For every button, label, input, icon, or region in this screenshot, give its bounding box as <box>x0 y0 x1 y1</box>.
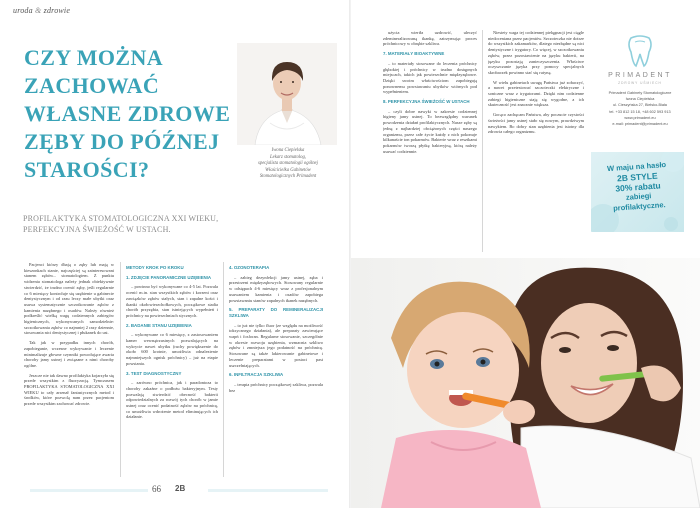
column-divider <box>223 262 224 477</box>
magazine-brand: 2B <box>175 484 186 493</box>
article-subtitle: PROFILAKTYKA STOMATOLOGICZNA XXI WIEKU, PERFEKCYJNA ŚWIEŻOŚĆ W USTACH. <box>23 214 219 234</box>
promo-banner <box>591 152 684 232</box>
family-brushing-photo <box>351 258 700 508</box>
tooth-logo-icon <box>627 34 653 68</box>
text-column-3: 4. OZONOTERAPIA – zabieg dezynfekcji jamy ustnej, zęba i przestrzeni międzyzębowych. Stosowany regularnie w odstępach 4-6 miesięcy wraz z profesjonalnym usuwaniem kamienia i osadów zapobiega powstawaniu stanów zapalnych tkanek nazębnych. 5. PREPARATY DO REMINERALIZACJI SZKLIWA – to już nie tylko fluor (ze względu na możliwość toksycznego działania), ale preparaty zawierające wapń i fosforan. Regularne stosowanie, szczególnie w okresie rozwoju uzębienia, wzmacnia szkliwo zębów i zmniejsza jego podatność na próchnicę. Stosowane są także lakierowanie gabinetowe i leczenie preparatami w postaci past uszczelniających. 6. INFILTRACJA SZKLIWA – terapia próchnicy początkowej szkliwa, pozwala bez <box>229 265 323 393</box>
clinic-contact: Primadent Gabinety Stomatologiczne Iwona Ciepielska ul. Cieszyńska 27, Bielsko-Biała tel. +33 812 15 18, +48 602 593 913 www.primadent.eu e-mail: primadent@primadent.eu <box>608 91 672 127</box>
column-divider <box>120 262 121 477</box>
text-column-5: Niestety waga tej codziennej pielęgnacji jest ciągle niedoceniana przez pacjentów. Szczoteczka nie dotrze do wszystkich zakamarków, dlatego niezbędne są nici dentystyczne i irygatory. Co więcej, w szczotkowaniu zębów, przez pozostawienie na języku bakterii, na języku pozostają zanieczyszczenia. Właściwe oczyszczanie języka przy pomocy specjalnych skrobaczek powinno stać się rutyną. W wielu gabinetach uwagę Państwa już zobaczyć, a nawet przetestować szczoteczki elektryczne i soniczne wraz z irygatorami. Dzięki nim codzienne zabiegi higieniczne stają się wygodne, a ich skuteczność jest znacznie większa. Gorąco zachęcam Państwa, aby poczucie czystości świeżości jamy ustnej stało się nowym, prawdziwym nawykiem. Bo dobry stan uzębienia jest istotny dla zdrowia całego organizmu. <box>488 30 584 135</box>
promo-text: W maju na hasło 2B STYLE 30% rabatu zabiegi profilaktyczne. <box>606 159 667 213</box>
footer-decoration <box>208 489 328 492</box>
primadent-logo-block <box>594 30 686 155</box>
logo-name: PRIMADENT <box>608 72 672 79</box>
text-column-1: Pacjenci którzy dbają o zęby lub mają w kieszonkach stanie, najczęściej są zainteresowani stanem zębów... stomatologiem. Z punktu widzenia stomatologa należy jednak obiektywnie stwierdzić, że trudno ocenić zęby, jeśli regularnie co 6 miesięcy kontroluje się uzębienie u gabinecie dentystycznym i od razu leczy małe ubytki oraz usuwa systematycznie szczotkowanie zębów z kamienia nazębnego i osadów. Należy również podkreślić wielką wagę codziennych zabiegów higienicznych, wykonywanych samodzielnie: szczotkowania zębów co najmniej 2 razy dziennie, stosowania nici dentystycznej i płukanek do ust. Tak jak w przypadku innych chorób, zapobieganie, wczesne wykrywanie i leczenie minimalizuje głowne czynniki powodujące awaria choroby jamy ustnej i związane z nimi choroby ogólne. Jeszcze nie tak dawno profilaktyka kojarzyła się przede wszystkim z fluoryzacją. Tymczasem PROFILAKTYKA STOMATOLOGICZNA XXI WIEKU to cały arsenał fantastycznych metod i środków, które pozwolą nam przez pacjentom przede wszystkim zachować zdrowie. <box>24 262 114 407</box>
column-divider <box>482 30 483 252</box>
article-title: CZY MOŻNA ZACHOWAĆ WŁASNE ZDROWE ZĘBY DO PÓŹNEJ STAROŚCI? <box>24 45 231 182</box>
text-column-2: METODY KROK PO KROKU 1. ZDJĘCIE PANORAMICZNE UZĘBIENIA – powinno być wykonywane co 4-5 lat. Pozwala ocenić m.in. stan wszystkich zębów i korzeni oraz zawiązków zębów stałych, stan i zapalne kości i tkanki okołowierzchołkowych, początkowe stadia chorób przyzębia, stan istniejących wypełnień i próchnicy na powierzchniach stycznych. 2. BADANIE STANU UZĘBIENIA – wykonywane co 6 miesięcy, z zastosowaniem kamer wewnątrzustnych pozwalających na wykrycie nawet ubytku (ruchy powiększenie do około 600 krotnie, umożliwia odnalezienie najmniejszych ognisk próchnicy) – już na etapie powstania. 3. TEST DIAGNOSTYCZNY – zarówno próchnica, jak i paradontoza to choroby zakaźne o podłożu bakteryjnym. Testy pozwalają stwierdzić obecność bakterii odpowiedzialnych za rozwój tych chorób w jamie ustnej oraz ocenić podatność zębów na próchnicę, co umożliwia wdrożenie metod eliminujących ich działanie. <box>126 265 218 420</box>
section-label: uroda & zdrowie <box>13 6 71 15</box>
footer-decoration <box>30 489 148 492</box>
text-column-4: użycia wiertła uzdrowić, uleczyć zdemineralizowaną tkankę, zatrzymując proces próchnicowy w obrębie szkliwa. 7. MATERIAŁY BIOAKTYWNE – to materiały stosowane do leczenia próchnicy głębokiej i próchnicy w trudno dostępnych miejscach, takich jak powierzchnie międzyzębowe. Dzięki swoim właściwościom zapobiegają ponownemu powstawaniu ubytków wtórnych pod wypełnieniem. 8. PERFEKCYJNA ŚWIEŻOŚĆ W USTACH – czyli dobre nawyki w zakresie codziennej higieny jamy ustnej. To bezwzględny warunek powodzenia działań profilaktycznych. Nasze zęby są jedną z najbardziej obciążonych części naszego organizmu, przez całe życie każdy z nich pokonuje kilkanaście ton pokarmów. Bakterie wraz z resztkami pokarmów tworzą płytkę bakteryjną, którą należy usuwać codziennie. <box>383 30 477 154</box>
author-caption: Iwona Ciepielska Lekarz stomatolog, specjalista stomatologii ogólnej Właścicielka Gabinetów Stomatologicznych Primadent <box>258 148 318 179</box>
logo-tagline: ZDROWY UŚMIECH <box>618 81 662 85</box>
page-number: 66 <box>152 484 161 494</box>
author-portrait <box>237 43 337 145</box>
